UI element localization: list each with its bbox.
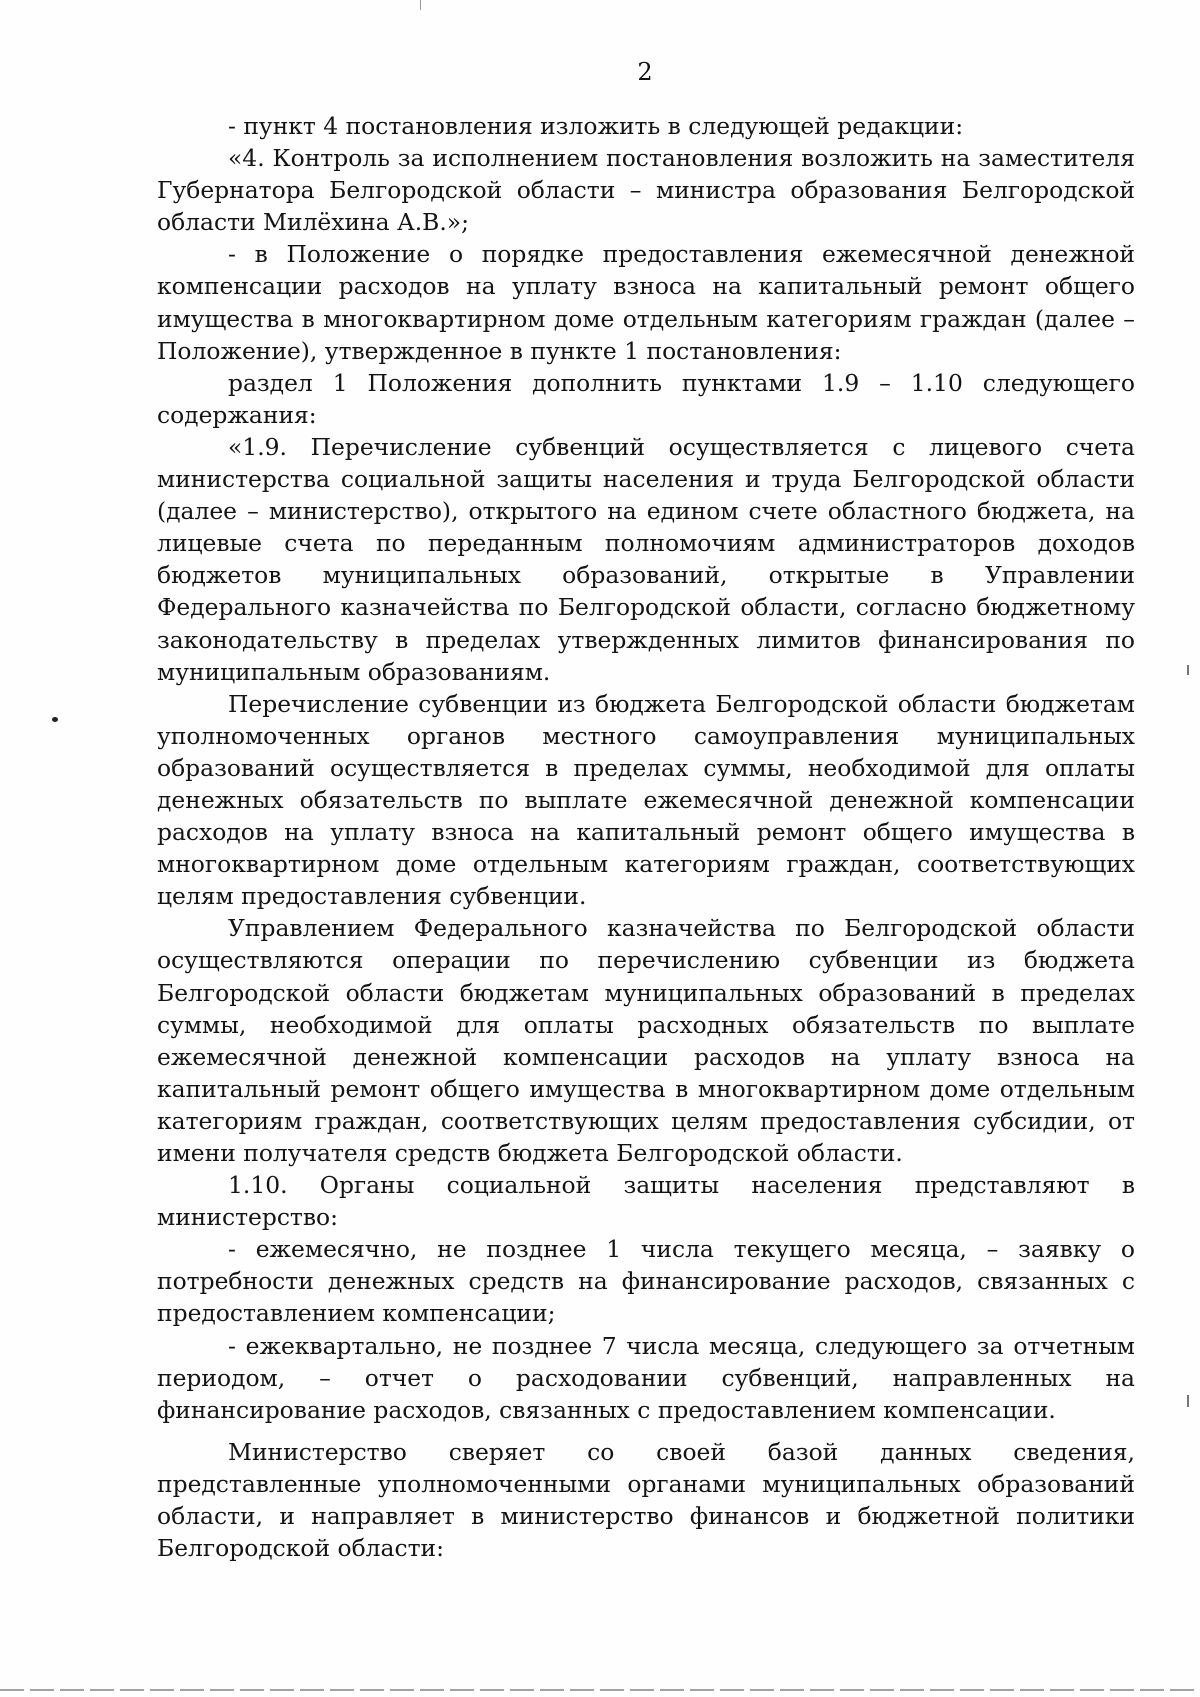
paragraph-subvention-transfer: Перечисление субвенции из бюджета Белгородской области бюджетам уполномоченных органов местного самоуправления муниципальных образований осуществляется в пределах суммы, необходимой для оплаты денежных обязательств по выплате ежемесячной денежной компенсации расходов на уплату взноса на капитальный ремонт общего имущества в многоквартирном доме отдельным категориям граждан, соответствующих целям предоставления субвенции.: [157, 689, 1135, 911]
paragraph-regulation-intro: - в Положение о порядке предоставления ежемесячной денежной компенсации расходов на уплату взноса на капитальный ремонт общего имущества в многоквартирном доме отдельным категориям граждан (далее – Положение), утвержденное в пункте 1 постановления:: [157, 240, 1135, 365]
paragraph-item-4-text: «4. Контроль за исполнением постановления возложить на заместителя Губернатора Белгородской области – министра образования Белгородской области Милёхина А.В.»;: [157, 144, 1135, 237]
paragraph-ministry-reconciliation: Министерство сверяет со своей базой данных сведения, представленные уполномоченными органами муниципальных образований области, и направляет в министерство финансов и бюджетной политики Белгородской области:: [157, 1437, 1135, 1563]
paragraph-item-4-intro: - пункт 4 постановления изложить в следующей редакции:: [228, 112, 964, 140]
scan-dot-artifact: [52, 717, 58, 722]
paragraph-quarterly-report: - ежеквартально, не позднее 7 числа месяца, следующего за отчетным периодом, – отчет о расходовании субвенций, направленных на финансирование расходов, связанных с предоставлением компенсации.: [157, 1331, 1135, 1424]
scan-bottom-edge: [0, 1689, 1200, 1691]
document-body: [157, 110, 1135, 1564]
paragraph-1-9: «1.9. Перечисление субвенций осуществляется с лицевого счета министерства социальной защиты населения и труда Белгородской области (далее – министерство), открытого на едином счете областного бюджета, на лицевые счета по переданным полномочиям администраторов доходов бюджетов муниципальных образований, открытые в Управлении Федерального казначейства по Белгородской области, согласно бюджетному законодательству в пределах утвержденных лимитов финансирования по муниципальным образованиям.: [157, 432, 1135, 686]
page-number: 2: [637, 58, 653, 86]
paragraph-treasury-operations: Управлением Федерального казначейства по Белгородской области осуществляются операции по перечислению субвенции из бюджета Белгородской области бюджетам муниципальных образований в пределах суммы, необходимой для оплаты расходных обязательств по выплате ежемесячной денежной компенсации расходов на уплату взноса на капитальный ремонт общего имущества в многоквартирном доме отдельным категориям граждан, соответствующих целям предоставления субсидии, от имени получателя средств бюджета Белгородской области.: [157, 914, 1135, 1167]
paragraph-monthly-request: - ежемесячно, не позднее 1 числа текущего месяца, – заявку о потребности денежных средств на финансирование расходов, связанных с предоставлением компенсации;: [157, 1235, 1135, 1328]
scan-margin-mark: [1187, 1395, 1189, 1407]
scan-margin-mark: [1187, 665, 1189, 675]
scan-artifact-top: [420, 0, 421, 10]
paragraph-section-1-addition: раздел 1 Положения дополнить пунктами 1.9 – 1.10 следующего содержания:: [157, 368, 1135, 429]
paragraph-1-10: 1.10. Органы социальной защиты населения представляют в министерство:: [157, 1171, 1135, 1232]
